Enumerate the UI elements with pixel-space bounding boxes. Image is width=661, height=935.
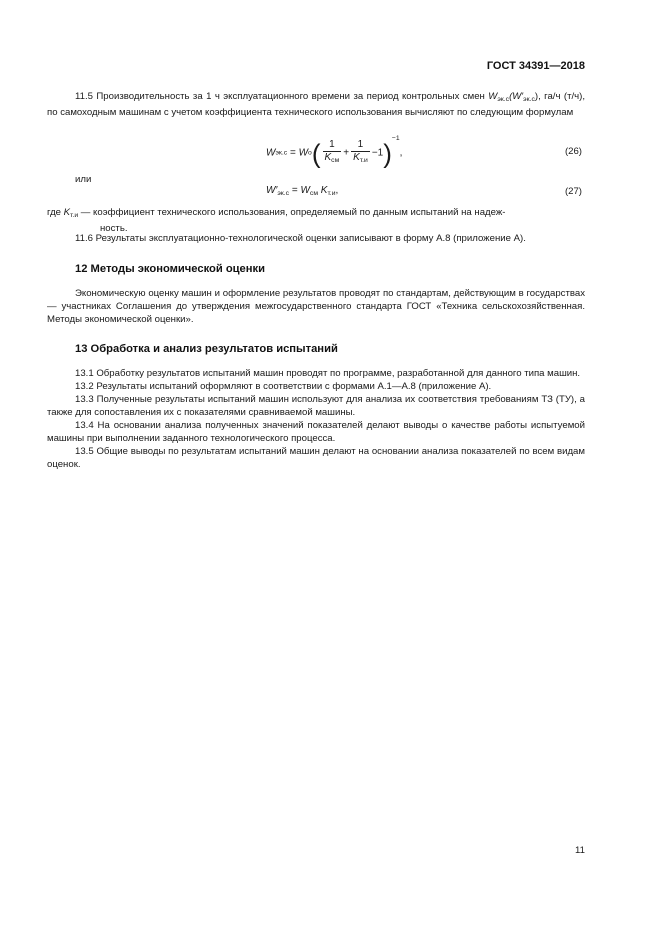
f26-frac1-num: 1 <box>323 139 342 152</box>
p11-5-rest: , га/ч (т/ч), по самоходным машинам с учетом коэффициента технического использования вычисляют по следующим формулам <box>47 91 585 118</box>
section-12-body <box>47 287 585 326</box>
where-clause <box>47 206 585 235</box>
paragraph-13-1: 13.1 Обработку результатов испытаний машин проводят по программе, разработанной для данного типа машин. <box>75 368 581 379</box>
where-lead: где <box>47 207 64 218</box>
w-prime-subscript: эк.с <box>523 96 535 103</box>
f27-eq: = <box>289 185 301 196</box>
formula-27 <box>266 185 338 200</box>
f26-frac-1 <box>323 139 342 167</box>
f26-lhs-sub: эк.с <box>275 149 288 157</box>
section-12-paragraph: Экономическую оценку машин и оформление результатов проводят по стандартам, действующим в государствах — участниках Соглашения до утверждения межгосударственного стандарта ГОСТ «Техника сельскохозяйственная. Методы экономической оценки». <box>47 288 585 325</box>
f26-exponent: −1 <box>391 135 400 142</box>
f27-k-sub: т.и <box>327 190 336 197</box>
paragraph-13-3: 13.3 Полученные результаты испытаний машин используют для анализа их соответствия требованиям ТЗ (ТУ), а также для сопоставления их с показателями сравниваемой машины. <box>47 394 585 418</box>
f26-frac2-num: 1 <box>351 139 370 152</box>
f27-lhs: W′ <box>266 185 278 196</box>
page-number: 11 <box>575 845 585 856</box>
paragraph-13-4: 13.4 На основании анализа полученных значений показателей делают выводы о качестве работы испытуемой машины при выполнении заданного технологического процесса. <box>47 420 585 444</box>
f26-paren-close: ) <box>383 138 392 169</box>
equation-number-27: (27) <box>564 186 582 197</box>
w-prime-symbol: (W′ <box>509 91 524 102</box>
where-text-2: ность. <box>100 223 128 234</box>
f26-k1-sub: см <box>331 157 340 165</box>
f26-k2: K <box>353 152 360 164</box>
paragraph-11-5-text <box>47 90 585 119</box>
f27-w-sub: см <box>309 190 318 197</box>
equation-number-26: (26) <box>564 146 582 157</box>
where-text-1: — коэффициент технического использования, определяемый по данным испытаний на надеж- <box>78 207 506 218</box>
p11-6-text: 11.6 Результаты эксплуатационно-технологической оценки записывают в форму А.8 (приложение А). <box>75 233 526 244</box>
f26-plus: + <box>343 147 350 159</box>
paragraph-13-2: 13.2 Результаты испытаний оформляют в соответствии с формами А.1—А.8 (приложение А). <box>75 381 492 392</box>
section-12-title: 12 Методы экономической оценки <box>75 263 266 275</box>
f26-frac2-den <box>351 152 370 167</box>
f26-lhs: W <box>266 147 276 159</box>
f27-k: K <box>320 185 328 196</box>
where-k: K <box>63 207 71 218</box>
f26-frac-2 <box>351 139 370 167</box>
f26-w0-sub: о <box>308 149 312 157</box>
f26-k2-sub: т.и <box>359 157 368 165</box>
f27-w: W <box>300 185 310 196</box>
page-header: ГОСТ 34391—2018 <box>486 60 585 72</box>
f26-minus-one: −1 <box>371 147 384 159</box>
w-subscript: эк.с <box>497 96 510 103</box>
paren-close: ) <box>534 91 539 102</box>
f26-eq: = <box>287 147 299 159</box>
formula-26 <box>266 133 402 167</box>
f26-comma: , <box>399 147 403 159</box>
f26-frac1-den <box>323 152 342 167</box>
paragraph-11-5 <box>47 90 585 119</box>
f27-lhs-sub: эк.с <box>277 190 290 197</box>
f26-k1: K <box>324 152 332 164</box>
w-symbol: W <box>488 91 498 102</box>
section-13-body <box>47 367 585 471</box>
where-k-sub: т.и <box>70 212 79 219</box>
p11-5-start: 11.5 Производительность за 1 ч эксплуатационного времени за период контрольных смен <box>75 91 485 102</box>
paragraph-13-5: 13.5 Общие выводы по результатам испытаний машин делают на основании анализа показателей по всем видам оценок. <box>47 446 585 470</box>
f26-w0: W <box>298 147 309 159</box>
f27-comma: , <box>335 185 339 196</box>
section-13-title: 13 Обработка и анализ результатов испытаний <box>75 343 338 355</box>
f26-paren-open: ( <box>311 138 321 169</box>
or-word: или <box>75 174 92 185</box>
paragraph-11-6 <box>47 232 585 245</box>
